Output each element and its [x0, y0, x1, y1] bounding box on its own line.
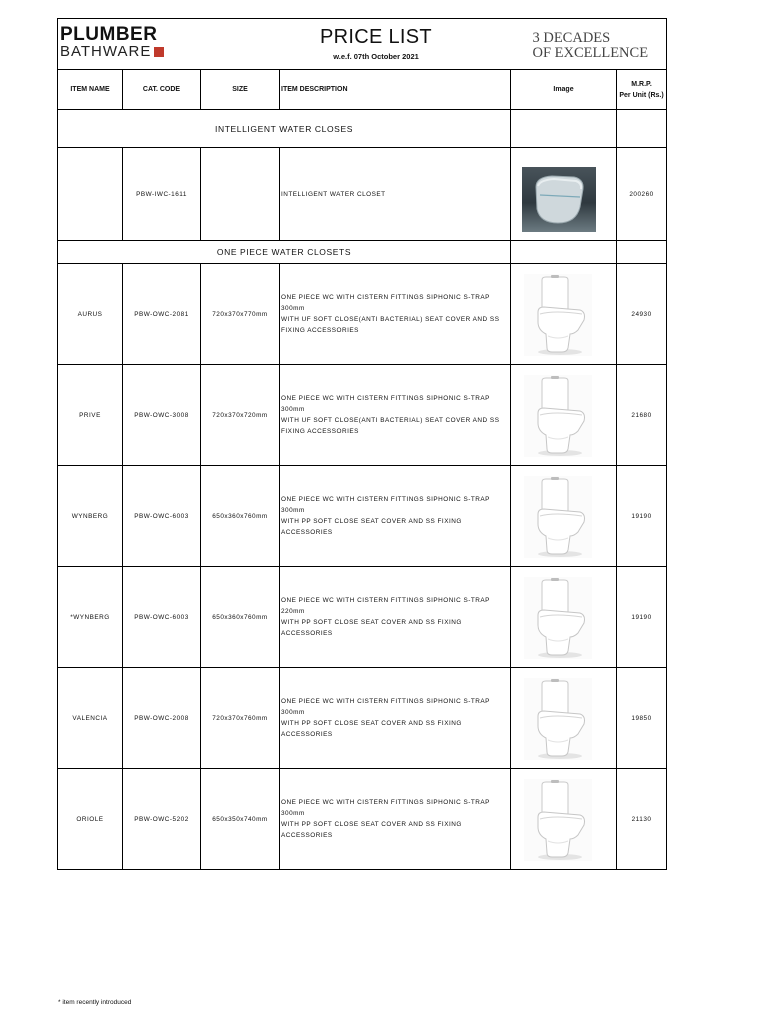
- description-line: ONE PIECE WC WITH CISTERN FITTINGS SIPHONIC S-TRAP 220mm: [281, 597, 490, 615]
- item-description: [280, 567, 511, 668]
- item-image-cell: [511, 567, 617, 668]
- item-description: [280, 148, 511, 241]
- section-row: [58, 110, 667, 148]
- description-line: ONE PIECE WC WITH CISTERN FITTINGS SIPHONIC S-TRAP 300mm: [281, 698, 490, 716]
- item-name: WYNBERG: [58, 466, 123, 567]
- logo-line-1: PLUMBER: [60, 24, 158, 45]
- description-line: WITH PP SOFT CLOSE SEAT COVER AND SS FIXING ACCESSORIES: [281, 518, 462, 536]
- section-mrp-cell: [617, 110, 667, 148]
- tagline-line-1: 3 DECADES: [532, 30, 611, 46]
- one-piece-toilet-photo: [524, 375, 592, 457]
- logo-square-icon: [154, 47, 164, 57]
- cat-code: PBW-IWC-1611: [123, 148, 201, 241]
- description-line: WITH PP SOFT CLOSE SEAT COVER AND SS FIXING ACCESSORIES: [281, 821, 462, 839]
- one-piece-toilet-photo: [524, 577, 592, 659]
- item-image-cell: [511, 466, 617, 567]
- description-line: ONE PIECE WC WITH CISTERN FITTINGS SIPHONIC S-TRAP 300mm: [281, 799, 490, 817]
- description-line: WITH PP SOFT CLOSE SEAT COVER AND SS FIXING ACCESSORIES: [281, 720, 462, 738]
- item-mrp: 24930: [617, 264, 667, 365]
- item-mrp: 19850: [617, 668, 667, 769]
- item-size: 720x370x770mm: [201, 264, 280, 365]
- col-header-description: ITEM DESCRIPTION: [280, 70, 511, 110]
- item-size: 650x360x760mm: [201, 466, 280, 567]
- item-image-cell: [511, 769, 617, 870]
- price-list-table: [57, 18, 667, 870]
- col-header-mrp-line-2: Per Unit (Rs.): [619, 91, 664, 99]
- item-mrp: 19190: [617, 567, 667, 668]
- item-name: AURUS: [58, 264, 123, 365]
- col-header-mrp-line-1: M.R.P.: [631, 80, 652, 88]
- table-row: [58, 668, 667, 769]
- item-image-cell: [511, 264, 617, 365]
- item-mrp: 21130: [617, 769, 667, 870]
- column-header-row: [58, 70, 667, 110]
- table-row: [58, 148, 667, 241]
- description-line: FIXING ACCESSORIES: [281, 327, 359, 334]
- effective-date: w.e.f. 07th October 2021: [333, 52, 419, 61]
- col-header-image: Image: [511, 70, 617, 110]
- page-title: PRICE LIST: [320, 26, 432, 48]
- item-mrp: 200260: [617, 148, 667, 241]
- cat-code: PBW-OWC-6003: [123, 567, 201, 668]
- logo-line-2: BATHWARE: [60, 43, 152, 60]
- table-row: [58, 466, 667, 567]
- item-description: [280, 466, 511, 567]
- cat-code: PBW-OWC-3008: [123, 365, 201, 466]
- one-piece-toilet-photo: [524, 476, 592, 558]
- cat-code: PBW-OWC-2081: [123, 264, 201, 365]
- description-line: INTELLIGENT WATER CLOSET: [281, 190, 386, 198]
- document-header: [58, 19, 667, 70]
- col-header-item-name: ITEM NAME: [58, 70, 123, 110]
- description-line: ONE PIECE WC WITH CISTERN FITTINGS SIPHONIC S-TRAP 300mm: [281, 395, 490, 413]
- table-row: [58, 365, 667, 466]
- tagline-line-2: OF EXCELLENCE: [532, 45, 649, 61]
- item-name: VALENCIA: [58, 668, 123, 769]
- item-name: PRIVE: [58, 365, 123, 466]
- footnote: * item recently introduced: [58, 999, 132, 1006]
- brand-logo: [60, 26, 164, 60]
- col-header-mrp: [617, 70, 667, 110]
- description-line: ONE PIECE WC WITH CISTERN FITTINGS SIPHONIC S-TRAP 300mm: [281, 496, 490, 514]
- col-header-cat-code: CAT. CODE: [123, 70, 201, 110]
- section-mrp-cell: [617, 241, 667, 264]
- description-line: WITH UF SOFT CLOSE(ANTI BACTERIAL) SEAT COVER AND SS: [281, 417, 500, 424]
- cat-code: PBW-OWC-2008: [123, 668, 201, 769]
- item-mrp: 19190: [617, 466, 667, 567]
- intelligent-toilet-photo: [522, 167, 596, 232]
- description-line: ONE PIECE WC WITH CISTERN FITTINGS SIPHONIC S-TRAP 300mm: [281, 294, 490, 312]
- item-size: [201, 148, 280, 241]
- table-row: [58, 567, 667, 668]
- item-image-cell: [511, 148, 617, 241]
- item-name: [58, 148, 123, 241]
- item-image-cell: [511, 668, 617, 769]
- item-name: *WYNBERG: [58, 567, 123, 668]
- one-piece-toilet-photo: [524, 678, 592, 760]
- item-size: 650x350x740mm: [201, 769, 280, 870]
- item-size: 720x370x720mm: [201, 365, 280, 466]
- description-line: FIXING ACCESSORIES: [281, 428, 359, 435]
- item-description: [280, 365, 511, 466]
- item-image-cell: [511, 365, 617, 466]
- cat-code: PBW-OWC-6003: [123, 466, 201, 567]
- table-row: [58, 264, 667, 365]
- brand-tagline: [532, 31, 648, 61]
- section-title: INTELLIGENT WATER CLOSES: [58, 110, 511, 148]
- section-image-cell: [511, 110, 617, 148]
- table-row: [58, 769, 667, 870]
- description-line: WITH PP SOFT CLOSE SEAT COVER AND SS FIXING ACCESSORIES: [281, 619, 462, 637]
- section-row: [58, 241, 667, 264]
- one-piece-toilet-photo: [524, 779, 592, 861]
- col-header-size: SIZE: [201, 70, 280, 110]
- cat-code: PBW-OWC-5202: [123, 769, 201, 870]
- section-image-cell: [511, 241, 617, 264]
- item-description: [280, 668, 511, 769]
- one-piece-toilet-photo: [524, 274, 592, 356]
- item-size: 720x370x760mm: [201, 668, 280, 769]
- section-title: ONE PIECE WATER CLOSETS: [58, 241, 511, 264]
- item-description: [280, 264, 511, 365]
- item-size: 650x360x760mm: [201, 567, 280, 668]
- item-description: [280, 769, 511, 870]
- item-mrp: 21680: [617, 365, 667, 466]
- item-name: ORIOLE: [58, 769, 123, 870]
- description-line: WITH UF SOFT CLOSE(ANTI BACTERIAL) SEAT COVER AND SS: [281, 316, 500, 323]
